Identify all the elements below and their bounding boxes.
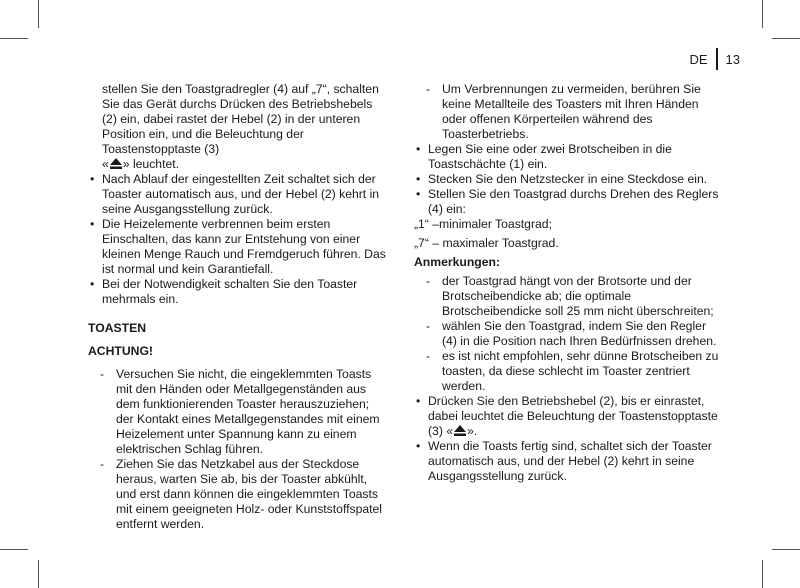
crop-mark-top-right-h xyxy=(772,38,800,39)
intro-pre: « xyxy=(102,157,109,171)
note-item: - es ist nicht empfohlen, sehr dünne Brotscheiben zu toasten, da diese schlecht im Toaster zentriert werden. xyxy=(414,349,724,394)
warning-item: - Ziehen Sie das Netzkabel aus der Steckdose heraus, warten Sie ab, bis der Toaster abkühlt, und erst dann können die eingeklemmten Toasts mit einem geeigneten Holz- oder Kunststoffspatel entfernt werden. xyxy=(88,457,390,532)
bullet-item: • Nach Ablauf der eingestellten Zeit schaltet sich der Toaster automatisch aus, und der Hebel (2) kehrt in seine Ausgangsstellung zurück. xyxy=(88,172,390,217)
crop-mark-top-left-h xyxy=(0,38,28,39)
crop-mark-top-left xyxy=(38,0,39,28)
right-column xyxy=(414,82,724,484)
intro-paragraph xyxy=(88,82,390,172)
bullet-item: • Bei der Notwendigkeit schalten Sie den Toaster mehrmals ein. xyxy=(88,277,390,307)
crop-mark-bottom-left-h xyxy=(0,549,28,550)
note-item: - der Toastgrad hängt von der Brotsorte und der Brotscheibendicke ab; die optimale Brotscheibendicke soll 25 mm nicht überschreiten; xyxy=(414,274,724,319)
bullet-item: • Stecken Sie den Netzstecker in eine Steckdose ein. xyxy=(414,172,724,187)
left-column xyxy=(88,82,390,532)
min-toast-line: „1“ –minimaler Toastgrad; xyxy=(414,217,552,231)
intro-post: » leuchtet. xyxy=(122,157,180,171)
crop-mark-top-right xyxy=(762,0,763,28)
bullet-item: • Die Heizelemente verbrennen beim ersten Einschalten, das kann zur Entstehung von einer kleinen Menge Rauch und Fremdgeruch führen. Das ist normal und kein Garantiefall. xyxy=(88,217,390,277)
bullet-item-drucken xyxy=(414,394,724,439)
page-number: 13 xyxy=(725,51,740,67)
crop-mark-bottom-left xyxy=(38,560,39,588)
notes-title: Anmerkungen: xyxy=(414,255,500,269)
drucken-text: Drücken Sie den Betriebshebel (2), bis er einrastet, dabei leuchtet die Beleuchtung der Toastenstopptaste (3) « xyxy=(428,394,718,438)
eject-icon xyxy=(454,425,466,436)
warning-title: ACHTUNG! xyxy=(88,344,153,358)
crop-mark-bottom-right xyxy=(762,560,763,588)
max-toast-line: „7“ – maximaler Toastgrad. xyxy=(414,236,559,250)
section-title: TOASTEN xyxy=(88,321,147,335)
bullet-item: • Wenn die Toasts fertig sind, schaltet sich der Toaster automatisch aus, und der Hebel (2) kehrt in seine Ausgangsstellung zurück. xyxy=(414,439,724,484)
dash-item: - Um Verbrennungen zu vermeiden, berühren Sie keine Metallteile des Toasters mit Ihren Händen oder offenen Körperteilen während des Toasterbetriebs. xyxy=(414,82,724,142)
warning-item: - Versuchen Sie nicht, die eingeklemmten Toasts mit den Händen oder Metallgegenständen aus dem funktionierenden Toaster herauszuziehen; der Kontakt eines Metallgegenstandes mit einem Heizelement unter Spannung kann zu einem elektrischen Schlag führen. xyxy=(88,367,390,457)
drucken-post: ». xyxy=(467,424,478,438)
language-code: DE xyxy=(689,51,708,67)
note-item: - wählen Sie den Toastgrad, indem Sie den Regler (4) in die Position nach Ihren Bedürfnissen drehen. xyxy=(414,319,724,349)
header-divider xyxy=(716,48,718,70)
eject-icon xyxy=(110,158,122,169)
crop-mark-bottom-right-h xyxy=(772,549,800,550)
bullet-item: • Stellen Sie den Toastgrad durchs Drehen des Reglers (4) ein: xyxy=(414,187,724,217)
intro-text: stellen Sie den Toastgradregler (4) auf „7“, schalten Sie das Gerät durchs Drücken des Betriebshebels (2) ein, dabei rastet der Hebel (2) in der unteren Position ein, und die Beleuchtung der Toastenstopptaste (3) xyxy=(102,82,379,156)
bullet-item: • Legen Sie eine oder zwei Brotscheiben in die Toastschächte (1) ein. xyxy=(414,142,724,172)
page-header xyxy=(689,48,740,70)
